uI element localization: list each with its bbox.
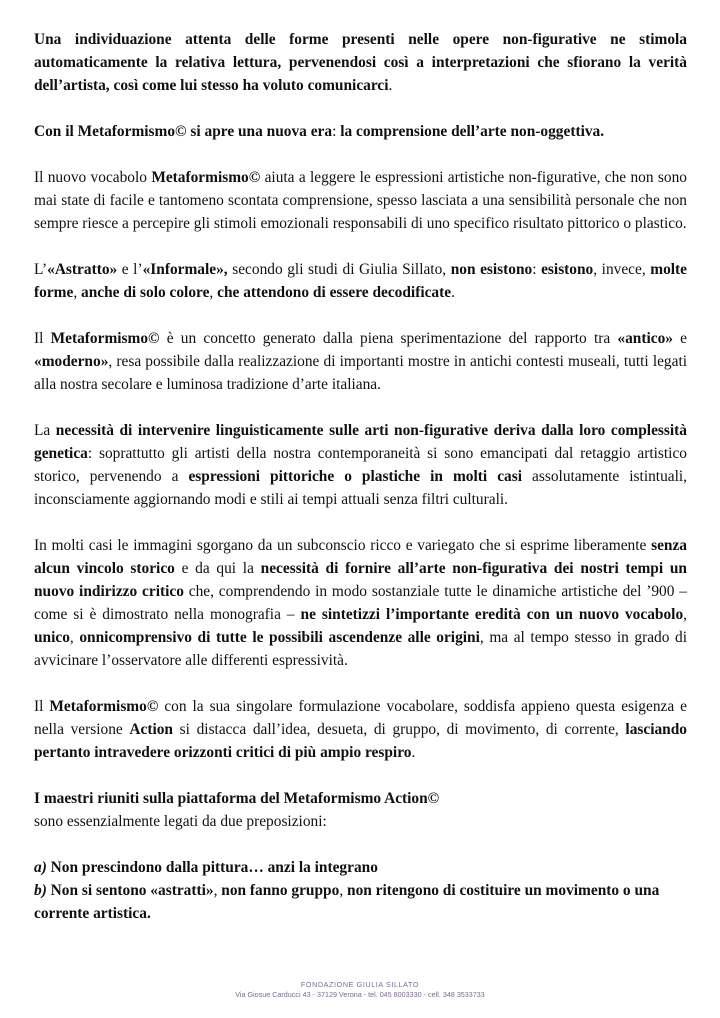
text-segment: aiuta a leggere le espressioni artistiche non-figurative, che non sono mai state di facile e tantomeno scontata comprensione, spesso lasciata a una sensibilità personale che non sempre riesce a percepire gli stimoli emozionali responsabili di uno specifico risultato pittorico o plastico. [34,169,687,232]
text-segment: è un concetto generato dalla piena sperimentazione del rapporto tra [159,330,618,347]
bold-text-segment: a) [34,859,47,876]
text-segment: che, comprendendo in modo sostanziale tutte le dinamiche artistiche del ’900 – come si è dimostrato nella monografia – [34,583,687,623]
text-segment: , [73,284,82,301]
text-segment: , invece, [593,261,651,278]
bold-text-segment: lasciando pertanto intravedere orizzonti critici di più ampio respiro [34,721,687,761]
bold-text-segment: anche di solo colore [81,284,210,301]
text-segment: , [213,882,222,899]
text-segment: . [388,77,393,94]
text-segment: con la sua singolare formulazione vocabolare, soddisfa appieno questa esigenza e nella versione [34,698,687,738]
text-segment: , [69,629,80,646]
text-segment: assolutamente istintuali, inconsciamente aggiornando modi e stili ai tempi attuali senza filtri culturali. [34,468,687,508]
document-body [34,28,687,925]
footer-address: Via Giosue Carducci 43 - 37129 Verona - tel. 045 8003330 - cell. 348 3533733 [235,990,485,999]
paragraph-propositions [34,856,687,925]
text-segment: . [411,744,416,761]
bold-text-segment: I maestri riuniti sulla piattaforma del Metaformismo Action© [34,790,440,807]
bold-text-segment: Non prescindono dalla pittura… anzi la integrano [46,859,378,876]
bold-text-segment: unico [34,629,70,646]
page-footer [0,980,720,1000]
text-segment: : soprattutto gli artisti della nostra contemporaneità si sono emancipati dal retaggio artistico storico, pervenendo a [34,445,687,485]
bold-text-segment: esistono [541,261,594,278]
paragraph-intro [34,28,687,97]
text-segment: La [34,422,56,439]
bold-text-segment: ne sintetizzi l’importante eredità con un nuovo vocabolo [300,606,684,623]
paragraph-masters [34,787,687,833]
text-segment: Il [34,330,51,347]
text-segment: si distacca dall’idea, desueta, di gruppo, di movimento, di corrente, [173,721,626,738]
bold-text-segment: Metaformismo© [50,330,160,347]
text-segment: e [672,330,688,347]
bold-text-segment: onnicomprensivo di tutte le possibili ascendenze alle origini [79,629,480,646]
bold-text-segment: Action [129,721,173,738]
footer-foundation-name: FONDAZIONE GIULIA SILLATO [300,980,420,989]
bold-text-segment: espressioni pittoriche o plastiche in molti casi [188,468,523,485]
bold-text-segment: molte forme [34,261,687,301]
bold-text-segment: «moderno» [34,353,109,370]
bold-text-segment: non esistono [450,261,533,278]
bold-text-segment: Metaformismo© [49,698,159,715]
text-segment: e da qui la [174,560,261,577]
text-segment: Il [34,698,50,715]
bold-text-segment: che attendono di essere decodificate [217,284,452,301]
text-segment: sono essenzialmente legati da due preposizioni: [34,813,327,830]
text-segment: secondo gli studi di Giulia Sillato, [227,261,451,278]
bold-text-segment: Metaformismo© [151,169,261,186]
bold-text-segment: la comprensione dell’arte non-oggettiva. [340,123,605,140]
bold-text-segment: b) [34,882,47,899]
text-segment: . [451,284,455,301]
bold-text-segment: Con il Metaformismo© si apre una nuova era [34,123,333,140]
bold-text-segment: «Astratto» [47,261,118,278]
paragraph-astratto-informale [34,258,687,304]
text-segment: In molti casi le immagini sgorgano da un subconscio ricco e variegato che si esprime liberamente [34,537,652,554]
paragraph-new-era [34,120,687,143]
text-segment: e l’ [117,261,143,278]
bold-text-segment: non ritengono di costituire un movimento o una corrente artistica. [34,882,660,922]
bold-text-segment: necessità di intervenire linguisticamente sulle arti non-figurative deriva dalla loro complessità genetica [34,422,687,462]
paragraph-antico-moderno [34,327,687,396]
bold-text-segment: non fanno gruppo [221,882,340,899]
bold-text-segment: «antico» [617,330,673,347]
text-segment: , ma al tempo stesso in grado di avvicinare l’osservatore alle differenti espressività. [34,629,687,669]
text-segment: Il nuovo vocabolo [34,169,152,186]
text-segment: : [332,123,341,140]
text-segment: L’ [34,261,48,278]
paragraph-action-version [34,695,687,764]
text-segment: , [683,606,687,623]
bold-text-segment: senza alcun vincolo storico [34,537,687,577]
bold-text-segment: Una individuazione attenta delle forme presenti nelle opere non-figurative ne stimola automaticamente la relativa lettura, pervenendosi così a interpretazioni che sfiorano la verità dell’artista, così come lui stesso ha voluto comunicarci [34,31,687,94]
text-segment: , [209,284,218,301]
text-segment: : [532,261,542,278]
paragraph-genetic-complexity [34,419,687,511]
paragraph-subconscious [34,534,687,672]
paragraph-vocabulary [34,166,687,235]
text-segment: , resa possibile dalla realizzazione di importanti mostre in antichi contesti museali, tutti legati alla nostra secolare e luminosa tradizione d’arte italiana. [34,353,687,393]
bold-text-segment: Non si sentono «astratti» [46,882,214,899]
bold-text-segment: «Informale», [142,261,228,278]
text-segment: , [339,882,348,899]
bold-text-segment: necessità di fornire all’arte non-figurativa dei nostri tempi un nuovo indirizzo critico [34,560,687,600]
